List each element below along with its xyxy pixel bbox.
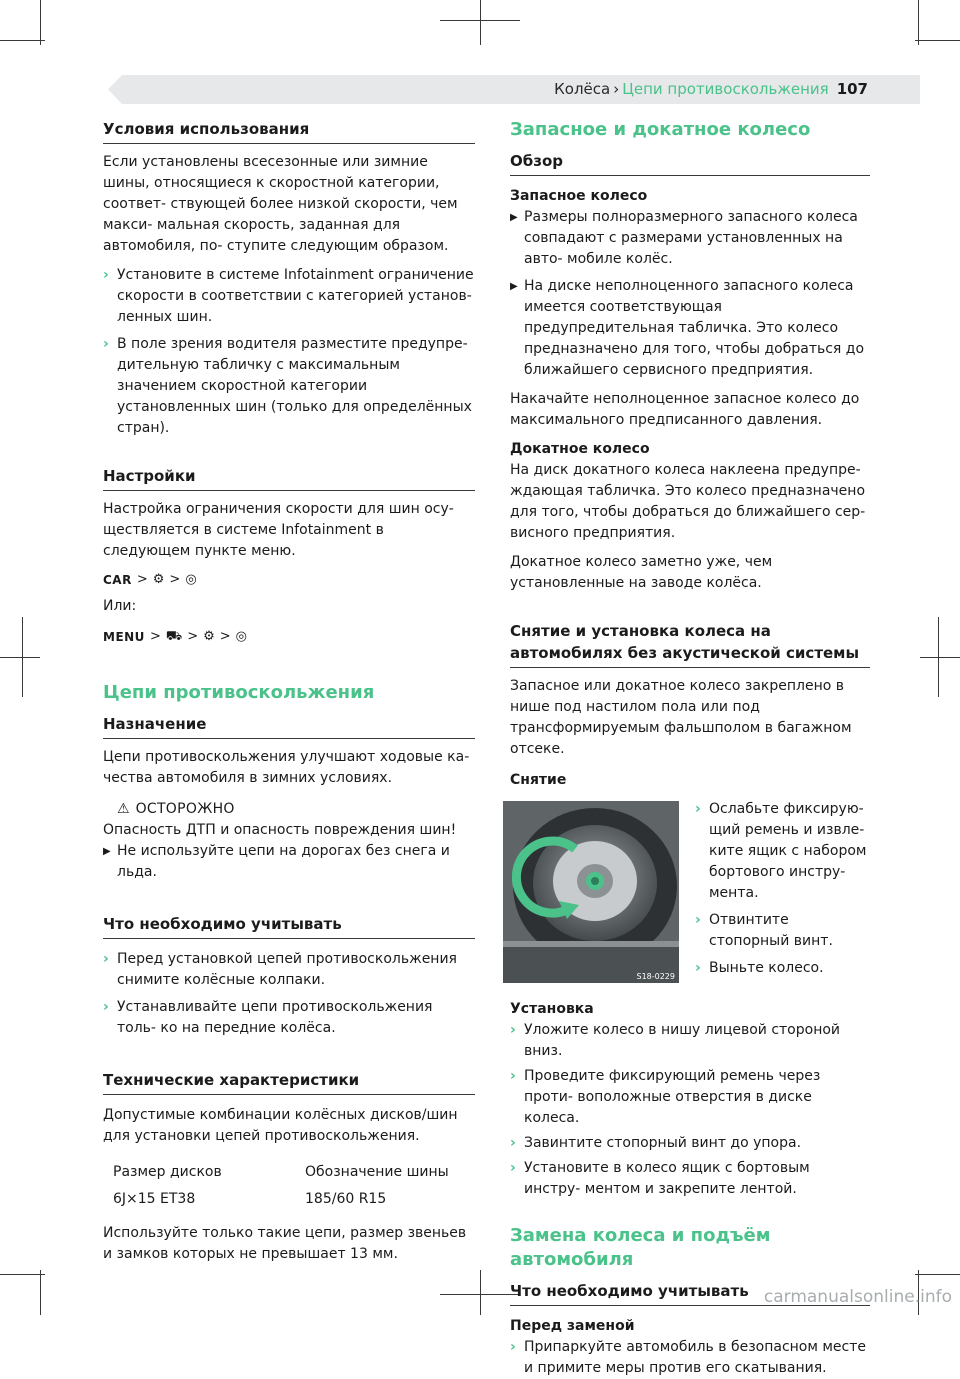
triangle-right-icon: ▶ [510,212,518,223]
item-text: Установите в колесо ящик с бортовым инстру- ментом и закрепите лентой. [524,1160,810,1197]
chevron-right-icon: › [510,1022,516,1038]
item-text: Отвинтите стопорный винт. [709,912,833,949]
triangle-right-icon: ▶ [103,846,111,857]
removal-item [695,958,870,979]
warning-item [103,841,475,883]
item-text: Размеры полноразмерного запасного колеса совпадают с размерами установленных на авто- мобиле колёс. [524,209,858,267]
specs-table [103,1159,461,1213]
path-arrow: > [149,629,161,644]
warning-title [103,799,475,820]
chevron-right-icon: › [103,951,109,967]
note-item [103,997,475,1039]
vehicle-icon: ⛟ [165,629,183,644]
item-text: Перед установкой цепей противоскольжения снимите колёсные колпаки. [117,951,457,988]
spare-item [510,207,870,270]
right-column [510,118,870,1379]
crop-mark [40,0,41,45]
running-header [554,80,868,99]
table-cell: 185/60 R15 [305,1191,387,1207]
spare-title: Запасное и докатное колесо [510,119,811,140]
chevron-right-icon: › [103,267,109,283]
install-item [510,1020,870,1062]
crop-mark [920,657,960,658]
removal-label: Снятие [510,772,567,788]
figure-code: S18-0229 [636,972,675,981]
crop-mark [0,40,45,41]
change-heading: Что необходимо учитывать [510,1280,870,1306]
overview-heading: Обзор [510,150,870,176]
wheel-settings-icon: ⚙ [203,629,215,644]
item-text: Ослабьте фиксирую- щий ремень и извле- ките ящик с набором бортового инстру- мента. [709,801,867,901]
install-label: Установка [510,1001,594,1017]
item-text: Устанавливайте цепи противоскольжения толь- ко на передние колёса. [117,999,433,1036]
path-arrow: > [187,629,199,644]
crop-mark [915,1274,960,1275]
menu-path-car [103,570,475,590]
conditions-item [103,265,475,328]
path-arrow: > [219,629,231,644]
chevron-right-icon: › [103,336,109,352]
path-arrow: > [169,572,181,587]
table-header: Размер дисков [113,1164,222,1180]
item-text: В поле зрения водителя разместите предупре- дительную табличку с максимальным значением скоростной категории установленных шин (только для определённых стран). [117,336,472,436]
before-label: Перед заменой [510,1318,635,1334]
car-key: CAR [103,573,132,587]
wheel-settings-icon: ⚙ [152,572,165,587]
item-text: Проведите фиксирующий ремень через проти- воположные отверстия в диске колеса. [524,1068,821,1126]
left-column [103,118,475,1265]
crop-mark [22,617,23,697]
table-row [103,1186,461,1213]
crop-mark [0,1274,45,1275]
table-header: Обозначение шины [305,1164,449,1180]
speed-limit-icon: ◎ [235,629,248,644]
compact-text-2: Докатное колесо заметно уже, чем установленные на заводе колёса. [510,554,773,591]
chevron-right-icon: › [695,960,701,976]
conditions-intro: Если установлены всесезонные или зимние шины, относящиеся к скоростной категории, соответ- ствующей более низкой скорости, чем макси- мальная скорость, заданная для автомобиля, по- ступите следующим образом. [103,154,458,254]
removal-heading: Снятие и установка колеса на автомобилях без акустической системы [510,620,870,668]
compact-text: На диск докатного колеса наклеена предупре- ждающая табличка. Это колесо предназначено для того, чтобы добраться до ближайшего сер- висного предприятия. [510,462,866,541]
header-subsection: Цепи противоскольжения [622,80,829,98]
conditions-item [103,334,475,439]
settings-text: Настройка ограничения скорости для шин осу- ществляется в системе Infotainment в следующем пункте меню. [103,501,454,559]
menu-path-menu [103,627,475,647]
specs-text: Допустимые комбинации колёсных дисков/шин для установки цепей противоскольжения. [103,1107,458,1144]
chains-title: Цепи противоскольжения [103,682,375,703]
chevron-right-icon: › [103,999,109,1015]
item-text: Установите в системе Infotainment ограничение скорости в соответствии с категорией установ- ленных шин. [117,267,474,325]
path-arrow: > [136,572,148,587]
crop-mark [480,0,481,45]
purpose-text: Цепи противоскольжения улучшают ходовые ка- чества автомобиля в зимних условиях. [103,749,470,786]
item-text: На диске неполноценного запасного колеса имеется соответствующая предупредительная табличка. Это колесо предназначено для того, чтобы добраться до ближайшего сервисного предприятия. [524,278,865,378]
crop-mark [918,0,919,45]
spare-item [510,276,870,381]
spare-wheel-photo [503,801,679,983]
chevron-right-icon: › [510,1160,516,1176]
settings-heading: Настройки [103,465,475,491]
compact-label: Докатное колесо [510,441,650,457]
crop-mark [0,657,40,658]
header-section: Колёса [554,80,611,98]
inflate-text: Накачайте неполноценное запасное колесо до максимального предписанного давления. [510,391,860,428]
warning-triangle-icon: ⚠ [117,801,130,817]
chevron-right-icon: › [695,801,701,817]
crop-mark [938,617,939,697]
note-item [103,949,475,991]
item-text: Завинтите стопорный винт до упора. [524,1135,802,1151]
table-cell: 6J×15 ET38 [113,1191,196,1207]
change-title: Замена колеса и подъём автомобиля [510,1225,771,1270]
chains-closing: Используйте только такие цепи, размер звеньев и замков которых не превышает 13 мм. [103,1225,467,1262]
chevron-right-icon: › [510,1068,516,1084]
conditions-heading: Условия использования [103,118,475,144]
crop-mark [480,1270,481,1315]
removal-figure-block [510,801,870,991]
install-item [510,1066,870,1129]
item-text: Выньте колесо. [709,960,824,976]
item-text: Припаркуйте автомобиль в безопасном месте и примите меры против его скатывания. [524,1339,867,1376]
crop-mark [915,40,960,41]
menu-key: MENU [103,630,145,644]
item-text: Не используйте цепи на дорогах без снега и льда. [117,843,450,880]
chevron-right-icon: › [510,1339,516,1355]
spare-wheel-illustration [503,801,679,983]
note-heading: Что необходимо учитывать [103,913,475,939]
triangle-right-icon: ▶ [510,281,518,292]
specs-heading: Технические характеристики [103,1069,475,1095]
watermark: carmanualsonline.info [763,1287,952,1307]
crop-mark [40,1270,41,1315]
removal-steps [695,799,870,979]
chevron-right-icon: › [695,912,701,928]
speed-limit-icon: ◎ [185,572,197,587]
before-item [510,1337,870,1379]
item-text: Уложите колесо в нишу лицевой стороной вниз. [524,1022,841,1059]
warning-title-text: ОСТОРОЖНО [135,801,235,817]
table-header-row [103,1159,461,1186]
or-text: Или: [103,598,137,614]
install-item [510,1133,870,1154]
chevron-right-icon: › [510,1135,516,1151]
removal-item [695,910,870,952]
install-item [510,1158,870,1200]
warning-text: Опасность ДТП и опасность повреждения шин! [103,822,457,838]
warning-box [103,799,475,883]
page-number: 107 [836,80,868,98]
header-separator: › [613,80,620,98]
removal-intro: Запасное или докатное колесо закреплено в нише под настилом пола или под трансформируемым фальшполом в багажном отсеке. [510,678,852,757]
spare-label: Запасное колесо [510,188,648,204]
purpose-heading: Назначение [103,713,475,739]
removal-item [695,799,870,904]
